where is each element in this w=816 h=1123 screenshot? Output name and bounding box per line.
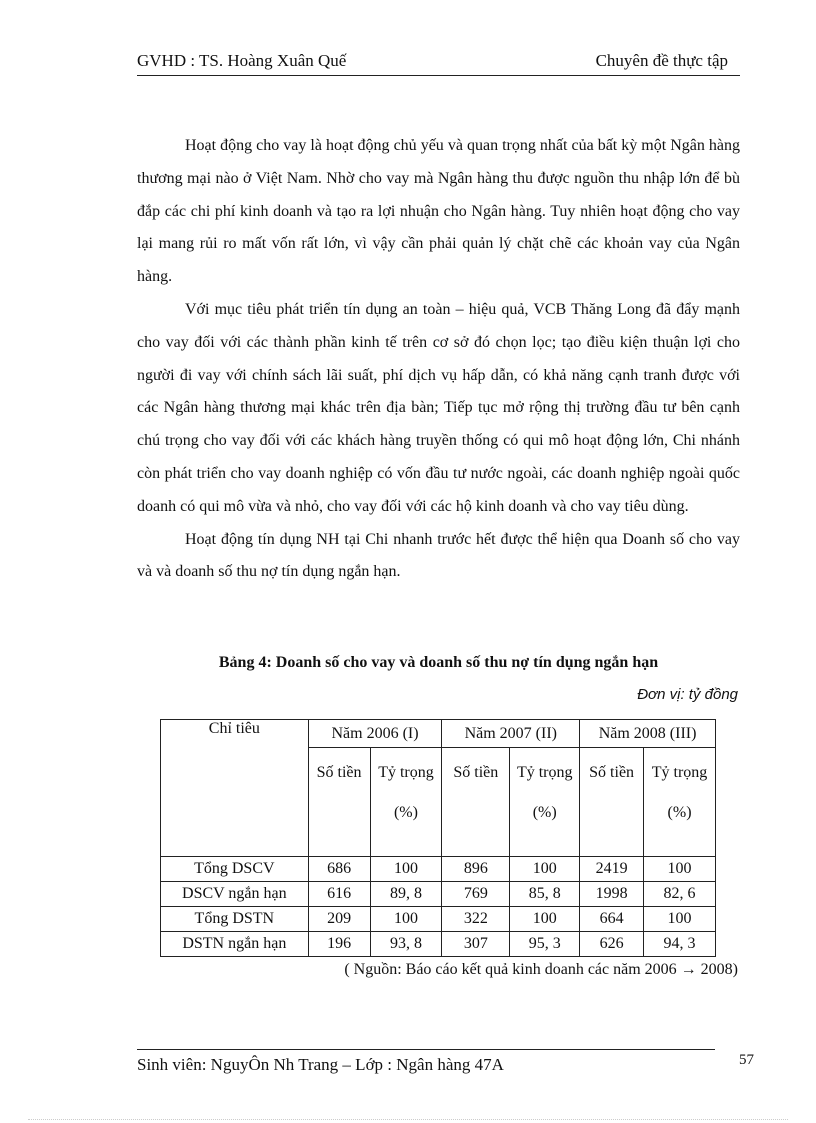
table-unit: Đơn vị: tỷ đồng xyxy=(637,686,738,703)
header-pct: (%) xyxy=(370,798,442,857)
cell: 94, 3 xyxy=(644,932,716,957)
cell: 769 xyxy=(442,882,510,907)
table-row xyxy=(161,857,716,882)
cell: 100 xyxy=(644,857,716,882)
footer-student: Sinh viên: NguyÔn Nh Trang – Lớp : Ngân hàng 47A xyxy=(137,1055,504,1074)
header-pct: (%) xyxy=(510,798,580,857)
row-label: DSTN ngắn hạn xyxy=(161,932,309,957)
cell: 100 xyxy=(510,857,580,882)
cell: 100 xyxy=(370,907,442,932)
cell: 93, 8 xyxy=(370,932,442,957)
data-table xyxy=(160,719,716,957)
header-year: Năm 2008 (III) xyxy=(580,720,716,748)
table-row xyxy=(161,882,716,907)
cell: 89, 8 xyxy=(370,882,442,907)
empty-cell xyxy=(580,798,644,857)
table-title: Bảng 4: Doanh số cho vay và doanh số thu nợ tín dụng ngắn hạn xyxy=(218,654,659,671)
table-header-row xyxy=(161,720,716,748)
header-advisor: GVHD : TS. Hoàng Xuân Quế xyxy=(137,51,347,70)
header-share: Tỷ trọng xyxy=(510,748,580,799)
header-share: Tỷ trọng xyxy=(370,748,442,799)
paragraph: Với mục tiêu phát triển tín dụng an toàn – hiệu quả, VCB Thăng Long đã đẩy mạnh cho vay đối với các thành phần kinh tế trên cơ sở đó chọn lọc; tạo điều kiện thuận lợi cho người đi vay với chính sách lãi suất, phí dịch vụ hấp dẫn, có khả năng cạnh tranh được với các Ngân hàng thương mại khác trên địa bàn; Tiếp tục mở rộng thị trường đầu tư bên cạnh chú trọng cho vay đối với các khách hàng truyền thống có qui mô hoạt động lớn, Chi nhánh còn phát triển cho vay doanh nghiệp có vốn đầu tư nước ngoài, các doanh nghiệp ngoài quốc doanh có qui mô vừa và nhỏ, cho vay đối với các hộ kinh doanh và cho vay tiêu dùng. xyxy=(137,300,740,515)
cell: 626 xyxy=(580,932,644,957)
header-year: Năm 2007 (II) xyxy=(442,720,580,748)
cell: 85, 8 xyxy=(510,882,580,907)
table-row xyxy=(161,932,716,957)
table-source: ( Nguồn: Báo cáo kết quả kinh doanh các năm 2006 → 2008) xyxy=(344,961,738,978)
header-amount: Số tiền xyxy=(580,748,644,799)
header-amount: Số tiền xyxy=(442,748,510,799)
cell: 2419 xyxy=(580,857,644,882)
empty-cell xyxy=(308,798,370,857)
body-text xyxy=(137,130,740,589)
cell: 896 xyxy=(442,857,510,882)
page-header xyxy=(137,49,740,76)
cell: 100 xyxy=(370,857,442,882)
row-label: Tổng DSCV xyxy=(161,857,309,882)
cell: 1998 xyxy=(580,882,644,907)
paragraph: Hoạt động tín dụng NH tại Chi nhanh trước hết được thể hiện qua Doanh số cho vay và và doanh số thu nợ tín dụng ngắn hạn. xyxy=(137,530,740,581)
cell: 616 xyxy=(308,882,370,907)
cell: 664 xyxy=(580,907,644,932)
header-share: Tỷ trọng xyxy=(644,748,716,799)
row-label: Tổng DSTN xyxy=(161,907,309,932)
empty-cell xyxy=(442,798,510,857)
cell: 686 xyxy=(308,857,370,882)
table-row xyxy=(161,907,716,932)
page-edge xyxy=(28,1119,788,1120)
cell: 209 xyxy=(308,907,370,932)
cell: 196 xyxy=(308,932,370,957)
row-label: DSCV ngắn hạn xyxy=(161,882,309,907)
header-pct: (%) xyxy=(644,798,716,857)
header-report-type: Chuyên đề thực tập xyxy=(595,51,728,70)
paragraph: Hoạt động cho vay là hoạt động chủ yếu và quan trọng nhất của bất kỳ một Ngân hàng thương mại nào ở Việt Nam. Nhờ cho vay mà Ngân hàng thu được nguồn thu nhập lớn để bù đắp các chi phí kinh doanh và tạo ra lợi nhuận cho Ngân hàng. Tuy nhiên hoạt động cho vay lại mang rủi ro mất vốn rất lớn, vì vậy cần phải quản lý chặt chẽ các khoản vay của Ngân hàng. xyxy=(137,137,740,286)
cell: 100 xyxy=(510,907,580,932)
cell: 322 xyxy=(442,907,510,932)
cell: 307 xyxy=(442,932,510,957)
cell: 95, 3 xyxy=(510,932,580,957)
header-year: Năm 2006 (I) xyxy=(308,720,442,748)
header-indicator: Chỉ tiêu xyxy=(161,720,309,857)
cell: 100 xyxy=(644,907,716,932)
footer-divider xyxy=(137,1049,715,1050)
cell: 82, 6 xyxy=(644,882,716,907)
header-amount: Số tiền xyxy=(308,748,370,799)
page-number: 57 xyxy=(739,1052,754,1068)
